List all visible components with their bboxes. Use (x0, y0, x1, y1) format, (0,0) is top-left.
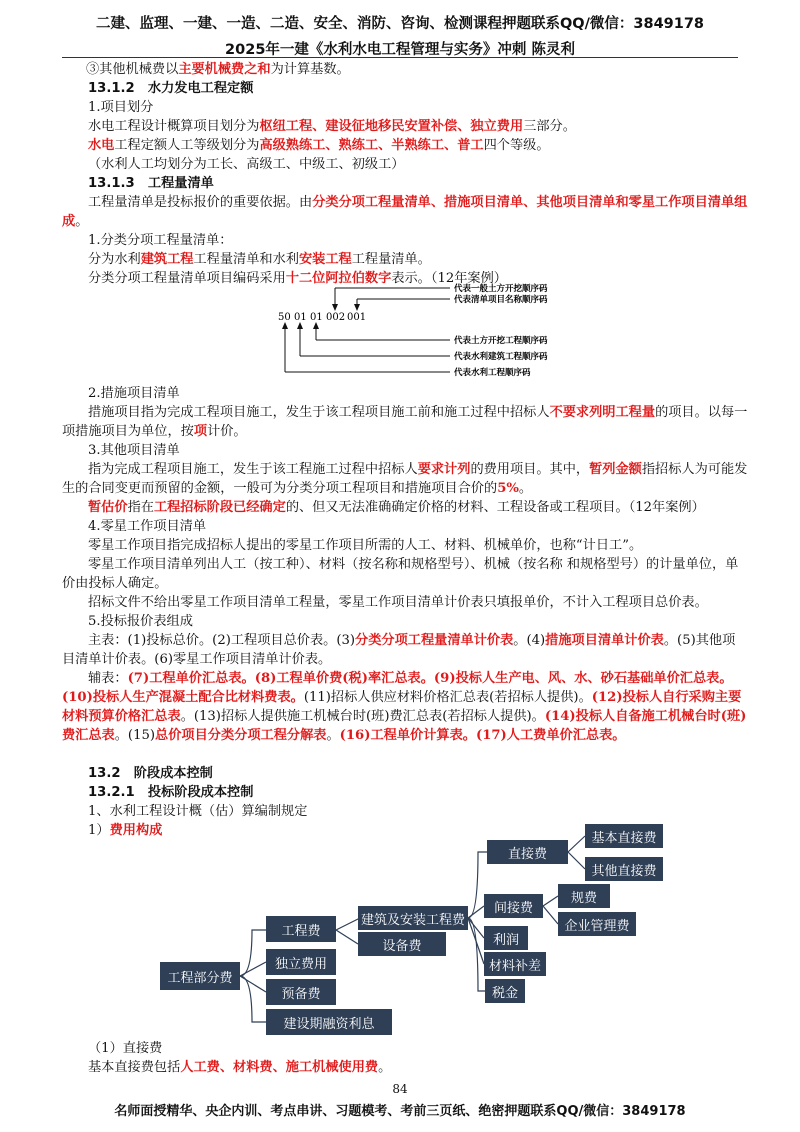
item-bill-3: 3.其他项目清单 (88, 443, 180, 458)
para-daywork-1: 零星工作项目指完成招标人提出的零星工作项目所需的人工、材料、机械单价，也称“计日工”。 (88, 538, 643, 553)
tree-l3-4: 税金 (485, 979, 525, 1003)
tree-l4-0: 基本直接费 (585, 824, 663, 848)
para-aux-tables: 辅表：(7)工程单价汇总表。(8)工程单价费(税)率汇总表。(9)投标人生产电、风、水、砂石基础单价汇总表。(10)投标人生产混凝土配合比材料费表。(11)招标人供应材料价格汇总表(若招标人提供)。(12)投标人自行采购主要材料预算价格汇总表。(13)招标人提供施工机械台时(班)费汇总表(若招标人提供)。(14)投标人自备施工机械台时(班)费汇总表。(15)总价项目分类分项工程分解表。(16)工程单价计算表。(17)人工费单价汇总表。 (62, 671, 747, 743)
item-bill-2: 2.措施项目清单 (88, 386, 180, 401)
para-other-machine: ③其他机械费以主要机械费之和为计算基数。 (86, 62, 350, 77)
para-cost-structure: 1）费用构成 (88, 823, 163, 838)
para-daywork-3: 招标文件不给出零星工作项目清单工程量，零星工作项目清单计价表只填报单价，不计入工程项目总价表。 (88, 595, 708, 610)
para-other-items: 指为完成工程项目施工，发生于该工程施工过程中招标人要求计列的费用项目。其中，暂列金额指招标人为可能发生的合同变更而预留的金额，一般可为分类分项工程项目和措施项目合价的5%。 (62, 462, 748, 496)
section-13-2: 13.2 阶段成本控制 (88, 766, 213, 781)
code-label-5: 代表水利工程顺序码 (454, 368, 531, 378)
para-bill-split: 分为水利建筑工程工程量清单和水利安装工程工程量清单。 (88, 252, 431, 267)
tree-l3-1: 间接费 (484, 894, 543, 918)
code-digit-1: 50 (278, 312, 291, 323)
tree-l4-1: 其他直接费 (585, 857, 663, 881)
section-13-2-1: 13.2.1 投标阶段成本控制 (88, 785, 254, 800)
para-hydro-division: 水电工程设计概算项目划分为枢纽工程、建设征地移民安置补偿、独立费用三部分。 (88, 119, 576, 134)
para-daywork-2: 零星工作项目清单列出人工（按工种）、材料（按名称和规格型号）、机械（按名称 和规格型号）的计量单位，单价由投标人确定。 (62, 557, 739, 591)
item-bill-4: 4.零星工作项目清单 (88, 519, 207, 534)
tree-l3-3: 材料补差 (484, 952, 546, 976)
para-measures: 措施项目指为完成工程项目施工，发生于该工程项目施工前和施工过程中招标人不要求列明工程量的项目。以每一项措施项目为单位，按项计价。 (62, 405, 748, 439)
para-labor-grades: 水电工程定额人工等级划分为高级熟练工、熟练工、半熟练工、普工四个等级。 (88, 138, 550, 153)
code-label-1: 代表一般土方开挖顺序码 (454, 284, 548, 294)
item-bill-5: 5.投标报价表组成 (88, 614, 193, 629)
tree-l4-2: 规费 (558, 884, 610, 908)
tree-root: 工程部分费 (160, 962, 240, 990)
tree-l3-2: 利润 (484, 926, 528, 950)
code-digit-4: 002 (326, 312, 346, 323)
code-digit-3: 01 (310, 312, 323, 323)
para-provisional: 暂估价指在工程招标阶段已经确定的、但又无法准确确定价格的材料、工程设备或工程项目。（12年案例） (88, 500, 705, 515)
tree-l1-3: 建设期融资利息 (266, 1009, 392, 1035)
code-label-2: 代表清单项目名称顺序码 (454, 295, 548, 305)
item-1-title: 1.项目划分 (88, 100, 154, 115)
tree-l2-1: 设备费 (358, 932, 446, 956)
para-direct-cost: （1）直接费 (88, 1041, 163, 1056)
tree-l2-0: 建筑及安装工程费 (358, 906, 468, 930)
para-water-labor: （水利人工均划分为工长、高级工、中级工、初级工） (88, 157, 405, 172)
item-bill-1: 1.分类分项工程量清单： (88, 233, 233, 248)
para-basic-direct: 基本直接费包括人工费、材料费、施工机械使用费。 (88, 1060, 392, 1075)
code-label-3: 代表土方开挖工程顺序码 (454, 336, 548, 346)
tree-l3-0: 直接费 (487, 840, 568, 864)
section-13-1-3: 13.1.3 工程量清单 (88, 176, 214, 191)
code-digit-5: 001 (347, 312, 367, 323)
page-number: 84 (392, 1082, 408, 1096)
para-bill-composition: 工程量清单是投标报价的重要依据。由分类分项工程量清单、措施项目清单、其他项目清单和零星工作项目清单组成。 (62, 195, 748, 229)
tree-l1-0: 工程费 (266, 916, 336, 942)
footer: 名师面授精华、央企内训、考点串讲、习题模考、考前三页纸、绝密押题联系QQ/微信：3849178 (114, 1104, 686, 1119)
para-rules: 1、水利工程设计概（估）算编制规定 (88, 804, 308, 819)
tree-l1-2: 预备费 (266, 979, 336, 1005)
header-line-2: 2025年一建《水利水电工程管理与实务》冲刺 陈灵利 (225, 42, 575, 58)
code-label-4: 代表水利建筑工程顺序码 (454, 352, 548, 362)
para-main-tables: 主表：(1)投标总价。(2)工程项目总价表。(3)分类分项工程量清单计价表。(4)措施项目清单计价表。(5)其他项目清单计价表。(6)零星工作项目清单计价表。 (62, 633, 736, 667)
para-code-digits: 分类分项工程量清单项目编码采用十二位阿拉伯数字表示。（12年案例） (88, 271, 507, 286)
code-digit-2: 01 (294, 312, 307, 323)
tree-l1-1: 独立费用 (266, 949, 336, 975)
tree-l4-3: 企业管理费 (558, 912, 636, 936)
header-line-1: 二建、监理、一建、一造、二造、安全、消防、咨询、检测课程押题联系QQ/微信：3849178 (95, 16, 705, 32)
section-13-1-2: 13.1.2 水力发电工程定额 (88, 81, 254, 96)
